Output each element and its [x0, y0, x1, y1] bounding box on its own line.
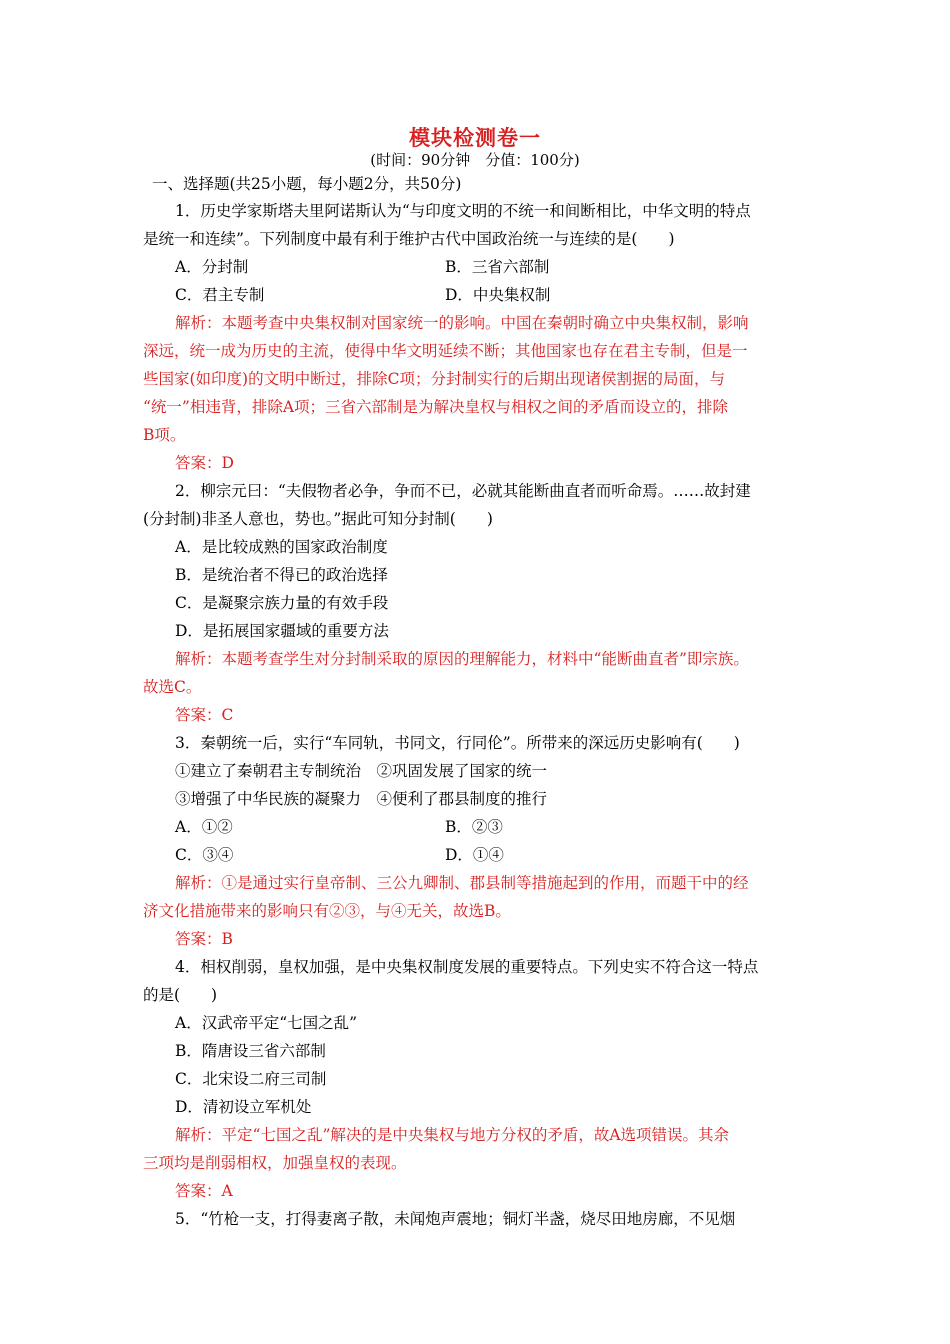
exam-info: (时间：90分钟 分值：100分) [370, 151, 580, 169]
q4-answer [175, 1181, 233, 1201]
q2-option-c: C．是凝聚宗族力量的有效手段 [175, 594, 389, 612]
answer-value: C [221, 706, 234, 724]
q1-option-b: B．三省六部制 [445, 258, 550, 276]
q4-analysis-line1 [175, 1125, 729, 1145]
q2-stem-line1: 2．柳宗元曰：“夫假物者必争，争而不已，必就其能断曲直者而听命焉。……故封建 [175, 482, 751, 500]
q4-analysis-line2: 三项均是削弱相权，加强皇权的表现。 [143, 1154, 407, 1172]
analysis-text: 本题考查学生对分封制采取的原因的理解能力，材料中“能断曲直者”即宗族。 [221, 650, 749, 668]
q1-analysis-line4: “统一”相违背，排除A项；三省六部制是为解决皇权与相权之间的矛盾而设立的，排除 [143, 398, 729, 416]
q1-stem-line1: 1．历史学家斯塔夫里阿诺斯认为“与印度文明的不统一和间断相比，中华文明的特点 [175, 202, 751, 220]
q1-analysis-line2: 深远，统一成为历史的主流，使得中华文明延续不断；其他国家也存在君主专制，但是一 [143, 342, 748, 360]
answer-value: B [221, 930, 233, 948]
q1-option-c: C．君主专制 [175, 286, 265, 304]
analysis-text: 本题考查中央集权制对国家统一的影响。中国在秦朝时确立中央集权制，影响 [221, 314, 749, 332]
analysis-text: 平定“七国之乱”解决的是中央集权与地方分权的矛盾，故A选项错误。其余 [221, 1126, 730, 1144]
q2-stem-line2: (分封制)非圣人意也，势也。”据此可知分封制( ) [143, 510, 493, 528]
q1-answer [175, 453, 234, 473]
q2-analysis-line1 [175, 649, 749, 669]
answer-value: D [221, 454, 234, 472]
analysis-label: 解析： [175, 314, 222, 332]
analysis-label: 解析： [175, 1126, 222, 1144]
q2-option-d: D．是拓展国家疆域的重要方法 [175, 622, 389, 640]
analysis-label: 解析： [175, 650, 222, 668]
section-heading: 一、选择题(共25小题，每小题2分，共50分) [152, 175, 462, 193]
q4-stem-line1: 4．相权削弱，皇权加强，是中央集权制度发展的重要特点。下列史实不符合这一特点 [175, 958, 759, 976]
q4-option-c: C．北宋设二府三司制 [175, 1070, 327, 1088]
q2-option-a: A．是比较成熟的国家政治制度 [175, 538, 388, 556]
q2-option-b: B．是统治者不得已的政治选择 [175, 566, 388, 584]
q4-option-b: B．隋唐设三省六部制 [175, 1042, 326, 1060]
q1-option-a: A．分封制 [175, 258, 249, 276]
answer-label: 答案： [175, 930, 222, 948]
q1-option-d: D．中央集权制 [445, 286, 551, 304]
answer-value: A [221, 1182, 233, 1200]
q3-option-b: B．②③ [445, 818, 503, 836]
answer-label: 答案： [175, 706, 222, 724]
q1-analysis-line5: B项。 [143, 426, 186, 444]
q3-statements-2: ③增强了中华民族的凝聚力 ④便利了郡县制度的推行 [175, 790, 548, 808]
q3-option-a: A．①② [175, 818, 233, 836]
q3-analysis-line2: 济文化措施带来的影响只有②③，与④无关，故选B。 [143, 902, 511, 920]
q3-answer [175, 929, 233, 949]
answer-label: 答案： [175, 454, 222, 472]
answer-label: 答案： [175, 1182, 222, 1200]
q3-stem-line1: 3．秦朝统一后，实行“车同轨，书同文，行同伦”。所带来的深远历史影响有( ) [175, 734, 740, 752]
q3-analysis-line1 [175, 873, 749, 893]
q4-option-d: D．清初设立军机处 [175, 1098, 312, 1116]
q1-analysis-line1 [175, 313, 749, 333]
analysis-text: ①是通过实行皇帝制、三公九卿制、郡县制等措施起到的作用，而题干中的经 [221, 874, 749, 892]
q3-option-d: D．①④ [445, 846, 504, 864]
q4-option-a: A．汉武帝平定“七国之乱” [175, 1014, 358, 1032]
q3-option-c: C．③④ [175, 846, 234, 864]
page-title: 模块检测卷一 [409, 125, 541, 150]
q5-stem-line1: 5．“竹枪一支，打得妻离子散，未闻炮声震地；铜灯半盏，烧尽田地房廊，不见烟 [175, 1210, 736, 1228]
q1-analysis-line3: 些国家(如印度)的文明中断过，排除C项；分封制实行的后期出现诸侯割据的局面，与 [143, 370, 725, 388]
analysis-label: 解析： [175, 874, 222, 892]
q1-stem-line2: 是统一和连续”。下列制度中最有利于维护古代中国政治统一与连续的是( ) [143, 230, 675, 248]
q3-statements-1: ①建立了秦朝君主专制统治 ②巩固发展了国家的统一 [175, 762, 548, 780]
q4-stem-line2: 的是( ) [143, 986, 218, 1004]
q2-analysis-line2: 故选C。 [143, 678, 202, 696]
q2-answer [175, 705, 233, 725]
